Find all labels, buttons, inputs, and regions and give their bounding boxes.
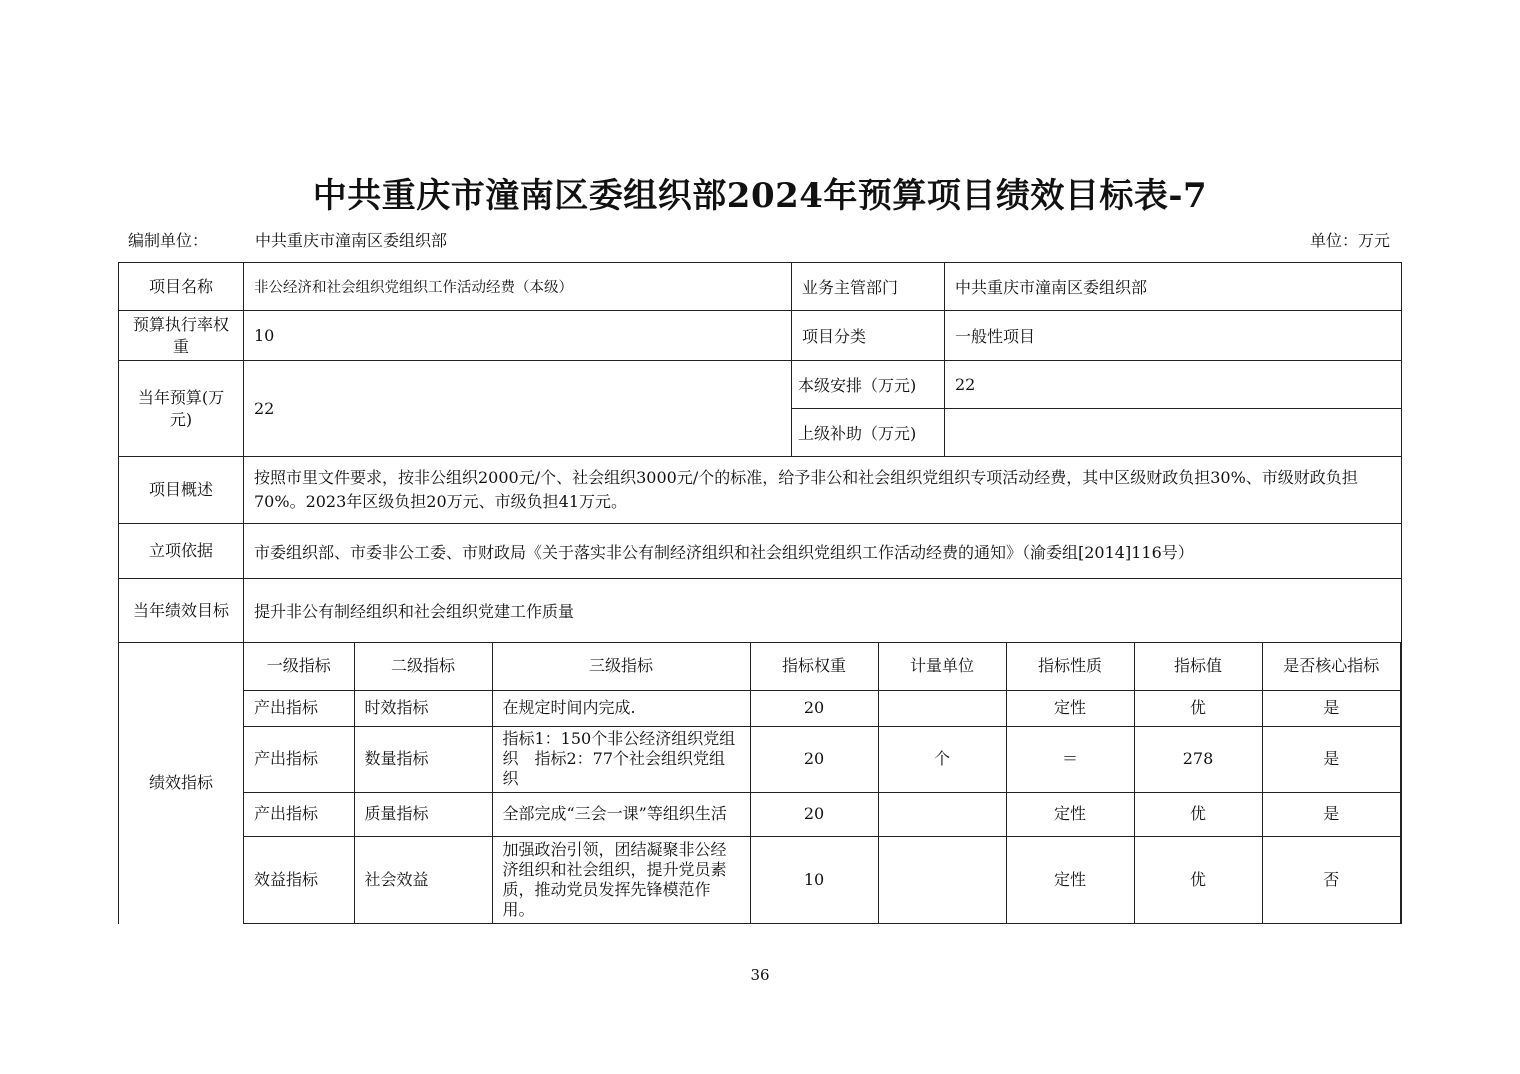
indicator-header-row: [244, 643, 1401, 690]
unit-cell: [878, 792, 1006, 836]
goal: 提升非公有制经组织和社会组织党建工作质量: [244, 579, 1402, 643]
core-cell: 是: [1262, 792, 1401, 836]
header-cell: 三级指标: [492, 643, 750, 690]
value-cell: 优: [1134, 690, 1262, 726]
perf-label: 绩效指标: [119, 643, 244, 924]
level1-cell: 效益指标: [244, 836, 354, 923]
overview-label: 项目概述: [119, 457, 244, 524]
dept: 中共重庆市潼南区委组织部: [945, 263, 1402, 311]
weight-cell: 10: [750, 836, 878, 923]
nature-cell: 定性: [1006, 836, 1134, 923]
level1-cell: 产出指标: [244, 690, 354, 726]
row-exec-weight: [119, 311, 1402, 361]
upper: [945, 409, 1402, 457]
upper-label: 上级补助（万元): [792, 409, 945, 457]
category: 一般性项目: [945, 311, 1402, 361]
unit-label: 单位：万元: [1309, 231, 1390, 250]
budget: 22: [244, 361, 792, 457]
level3-cell: 加强政治引领，团结凝聚非公经济组织和社会组织，提升党员素质，推动党员发挥先锋模范作用。: [492, 836, 750, 923]
level2-cell: 质量指标: [354, 792, 492, 836]
weight-cell: 20: [750, 690, 878, 726]
project-name-label: 项目名称: [119, 263, 244, 311]
local-label: 本级安排（万元): [792, 361, 945, 409]
page-number: 36: [750, 966, 770, 984]
nature-cell: 定性: [1006, 690, 1134, 726]
table-row: [244, 690, 1401, 726]
page-title: 中共重庆市潼南区委组织部2024年预算项目绩效目标表-7: [312, 176, 1208, 216]
level3-cell: 指标1：150个非公经济组织党组织 指标2：77个社会组织党组织: [492, 726, 750, 792]
local: 22: [945, 361, 1402, 409]
header-cell: 计量单位: [878, 643, 1006, 690]
level3-cell: 在规定时间内完成.: [492, 690, 750, 726]
header-cell: 是否核心指标: [1262, 643, 1401, 690]
indicators-cell: [244, 643, 1402, 924]
table-row: [244, 836, 1401, 923]
core-cell: 是: [1262, 726, 1401, 792]
category-label: 项目分类: [792, 311, 945, 361]
budget-label: 当年预算(万元): [119, 361, 244, 457]
prepared-org: 中共重庆市潼南区委组织部: [255, 231, 448, 250]
nature-cell: 定性: [1006, 792, 1134, 836]
level1-cell: 产出指标: [244, 792, 354, 836]
nature-cell: ＝: [1006, 726, 1134, 792]
value-cell: 278: [1134, 726, 1262, 792]
row-project-name: [119, 263, 1402, 311]
weight-cell: 20: [750, 792, 878, 836]
exec-weight-label: 预算执行率权重: [119, 311, 244, 361]
header-cell: 指标权重: [750, 643, 878, 690]
row-basis: [119, 524, 1402, 579]
unit-row: [128, 228, 1390, 252]
indicators-table: [244, 643, 1401, 924]
level2-cell: 社会效益: [354, 836, 492, 923]
table-row: [244, 792, 1401, 836]
unit-cell: [878, 690, 1006, 726]
level3-cell: 全部完成“三会一课”等组织生活: [492, 792, 750, 836]
level1-cell: 产出指标: [244, 726, 354, 792]
level2-cell: 数量指标: [354, 726, 492, 792]
dept-label: 业务主管部门: [792, 263, 945, 311]
exec-weight: 10: [244, 311, 792, 361]
value-cell: 优: [1134, 792, 1262, 836]
header-cell: 指标性质: [1006, 643, 1134, 690]
table-row: [244, 726, 1401, 792]
header-cell: 二级指标: [354, 643, 492, 690]
level2-cell: 时效指标: [354, 690, 492, 726]
unit-cell: [878, 836, 1006, 923]
header-cell: 指标值: [1134, 643, 1262, 690]
row-goal: [119, 579, 1402, 643]
performance-table: [118, 262, 1402, 924]
basis: 市委组织部、市委非公工委、市财政局《关于落实非公有制经济组织和社会组织党组织工作活动经费的通知》（渝委组[2014]116号）: [244, 524, 1402, 579]
project-name: 非公经济和社会组织党组织工作活动经费（本级）: [244, 263, 792, 311]
header-cell: 一级指标: [244, 643, 354, 690]
weight-cell: 20: [750, 726, 878, 792]
overview: 按照市里文件要求，按非公组织2000元/个、社会组织3000元/个的标准，给予非公和社会组织党组织专项活动经费，其中区级财政负担30%、市级财政负担70%。2023年区级负担20万元、市级负担41万元。: [244, 457, 1402, 524]
core-cell: 是: [1262, 690, 1401, 726]
goal-label: 当年绩效目标: [119, 579, 244, 643]
unit-cell: 个: [878, 726, 1006, 792]
basis-label: 立项依据: [119, 524, 244, 579]
prepared-label: 编制单位：: [128, 231, 209, 250]
value-cell: 优: [1134, 836, 1262, 923]
row-overview: [119, 457, 1402, 524]
row-budget: [119, 361, 1402, 409]
core-cell: 否: [1262, 836, 1401, 923]
row-indicators: [119, 643, 1402, 924]
